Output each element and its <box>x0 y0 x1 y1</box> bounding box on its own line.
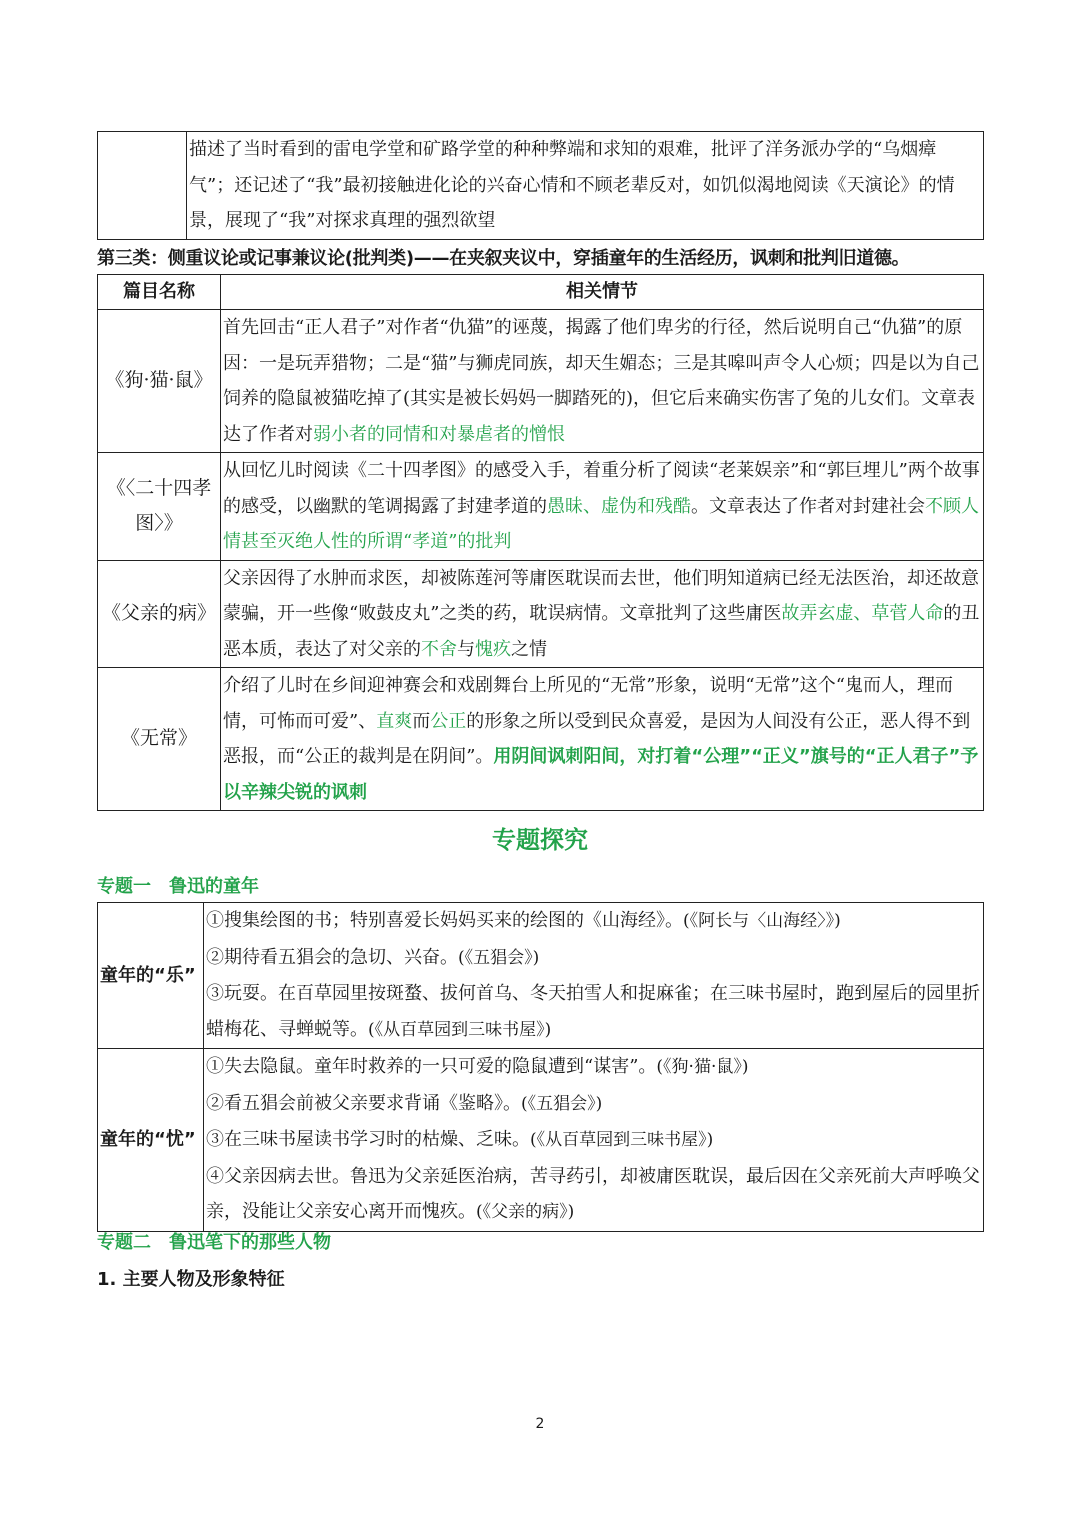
plot-cell <box>221 453 984 561</box>
items-cell <box>204 903 984 1049</box>
list-item <box>206 976 981 1048</box>
table-row <box>98 132 984 240</box>
plot-text: 介绍了儿时在乡间迎神赛会和戏剧舞台上所见的“无常”形象，说明“无常”这个“鬼而人，理而情，可怖而可爱”、 <box>223 675 954 732</box>
highlight-text: 公正 <box>430 710 467 732</box>
highlight-text: 愧疚 <box>475 638 511 660</box>
plot-text: 的丑恶本质，表达了对父亲的 <box>223 603 980 660</box>
list-item <box>206 1086 981 1123</box>
section-title: 专题探究 <box>492 826 588 854</box>
list-item <box>206 940 981 977</box>
item-text: ①失去隐鼠。童年时救养的一只可爱的隐鼠遭到“谋害”。 <box>206 1056 657 1077</box>
highlight-text: 不舍 <box>421 638 457 660</box>
table-header-row <box>98 275 984 310</box>
items-cell <box>204 1049 984 1232</box>
plot-text: 父亲因得了水肿而求医，却被陈莲河等庸医耽误而去世，他们明知道病已经无法医治，却还故意蒙骗，开一些像“败鼓皮丸”之类的药，耽误病情。文章批判了这些庸医 <box>223 567 979 624</box>
row-label: 童年的“忧” <box>98 1049 204 1232</box>
table-row <box>98 1049 984 1232</box>
item-source: (《五猖会》) <box>458 947 540 968</box>
highlight-text: 故弄玄虚、草菅人命 <box>781 603 944 624</box>
table-row <box>98 310 984 453</box>
item-source: (《父亲的病》) <box>476 1202 575 1222</box>
work-title: 《无常》 <box>98 668 221 811</box>
plot-cell <box>221 668 984 811</box>
plot-text: 而 <box>412 710 431 732</box>
list-item <box>206 1122 981 1159</box>
plot-text: 与 <box>457 638 475 660</box>
topic-heading: 专题二 鲁迅笔下的那些人物 <box>97 1232 331 1253</box>
page-number: 2 <box>535 1416 545 1432</box>
plot-cell <box>221 560 984 668</box>
row-label: 童年的“乐” <box>98 903 204 1049</box>
item-text: ②看五猖会前被父亲要求背诵《鉴略》。 <box>206 1092 521 1114</box>
work-title: 《狗·猫·鼠》 <box>98 310 221 453</box>
content-cell: 描述了当时看到的雷电学堂和矿路学堂的种种弊端和求知的艰难，批评了洋务派办学的“乌烟瘴气”；还记述了“我”最初接触进化论的兴奋心情和不顾老辈反对，如饥似渴地阅读《天演论》的情景，展现了“我”对探求真理的强烈欲望 <box>187 132 984 240</box>
item-source: (《从百草园到三味书屋》) <box>530 1130 714 1150</box>
item-text: ①搜集绘图的书；特别喜爱长妈妈买来的绘图的《山海经》。 <box>206 910 683 931</box>
highlight-text: 直爽 <box>376 710 413 732</box>
table-row <box>98 560 984 668</box>
work-title: 《父亲的病》 <box>98 560 221 668</box>
item-source: (《从百草园到三味书屋》) <box>368 1019 552 1040</box>
table-row <box>98 668 984 811</box>
continued-table <box>97 131 984 240</box>
list-item <box>206 1159 981 1231</box>
table-row <box>98 903 984 1049</box>
plot-text: 首先回击“正人君子”对作者“仇猫”的诬蔑，揭露了他们卑劣的行径，然后说明自己“仇猫”的原因：一是玩弄猎物；二是“猫”与狮虎同族，却天生媚态；三是其嗥叫声令人心烦；四是以为自己饲养的隐鼠被猫吃掉了(其实是被长妈妈一脚踏死的)，但它后来确实伤害了兔的儿女们。文章表达了作者对 <box>223 317 980 445</box>
work-title: 《〈二十四孝图〉》 <box>98 453 221 561</box>
highlight-text: 弱小者的同情和对暴虐者的憎恨 <box>313 423 565 445</box>
title-cell <box>98 132 187 240</box>
column-header-plot: 相关情节 <box>221 275 984 310</box>
plot-text: 的形象之所以受到民众喜爱，是因为人间没有公正，恶人得不到恶报，而“公正的裁判是在阴间”。 <box>223 710 971 767</box>
column-header-title: 篇目名称 <box>98 275 221 310</box>
table-row <box>98 453 984 561</box>
item-text: ③在三味书屋读书学习时的枯燥、乏味。 <box>206 1129 530 1150</box>
plot-text: 。文章表达了作者对封建社会 <box>691 495 925 517</box>
highlight-text: 愚昧、虚伪和残酷 <box>547 495 691 517</box>
item-text: ②期待看五猖会的急切、兴奋。 <box>206 946 458 968</box>
list-item <box>206 903 981 940</box>
list-item <box>206 1049 981 1086</box>
item-text: ③玩耍。在百草园里按斑蝥、拔何首乌、冬天拍雪人和捉麻雀；在三味书屋时，跑到屋后的园里折蜡梅花、寻蝉蜕等。 <box>206 983 980 1040</box>
item-source: (《五猖会》) <box>521 1093 603 1114</box>
category-heading: 第三类：侧重议论或记事兼议论(批判类)——在夹叙夹议中，穿插童年的生活经历，讽刺和批判旧道德。 <box>97 248 910 269</box>
childhood-table <box>97 902 984 1232</box>
topic-heading: 专题一 鲁迅的童年 <box>97 876 259 897</box>
highlight-text: 不顾人情甚至灭绝人性的所谓“孝道”的批判 <box>223 495 979 552</box>
highlight-text: 用阴间讽刺阳间，对打着“公理”“正义”旗号的“正人君子”予以辛辣尖锐的讽刺 <box>223 746 979 803</box>
item-source: (《阿长与〈山海经〉》) <box>683 911 841 931</box>
item-source: (《狗·猫·鼠》) <box>656 1057 749 1077</box>
works-table <box>97 274 984 811</box>
plot-text: 从回忆儿时阅读《二十四孝图》的感受入手，着重分析了阅读“老莱娱亲”和“郭巨埋儿”两个故事的感受，以幽默的笔调揭露了封建孝道的 <box>223 460 980 517</box>
subheading: 1. 主要人物及形象特征 <box>97 1269 285 1290</box>
plot-text: 之情 <box>511 638 547 660</box>
plot-cell <box>221 310 984 453</box>
item-text: ④父亲因病去世。鲁迅为父亲延医治病，苦寻药引，却被庸医耽误，最后因在父亲死前大声呼唤父亲，没能让父亲安心离开而愧疚。 <box>206 1165 980 1222</box>
